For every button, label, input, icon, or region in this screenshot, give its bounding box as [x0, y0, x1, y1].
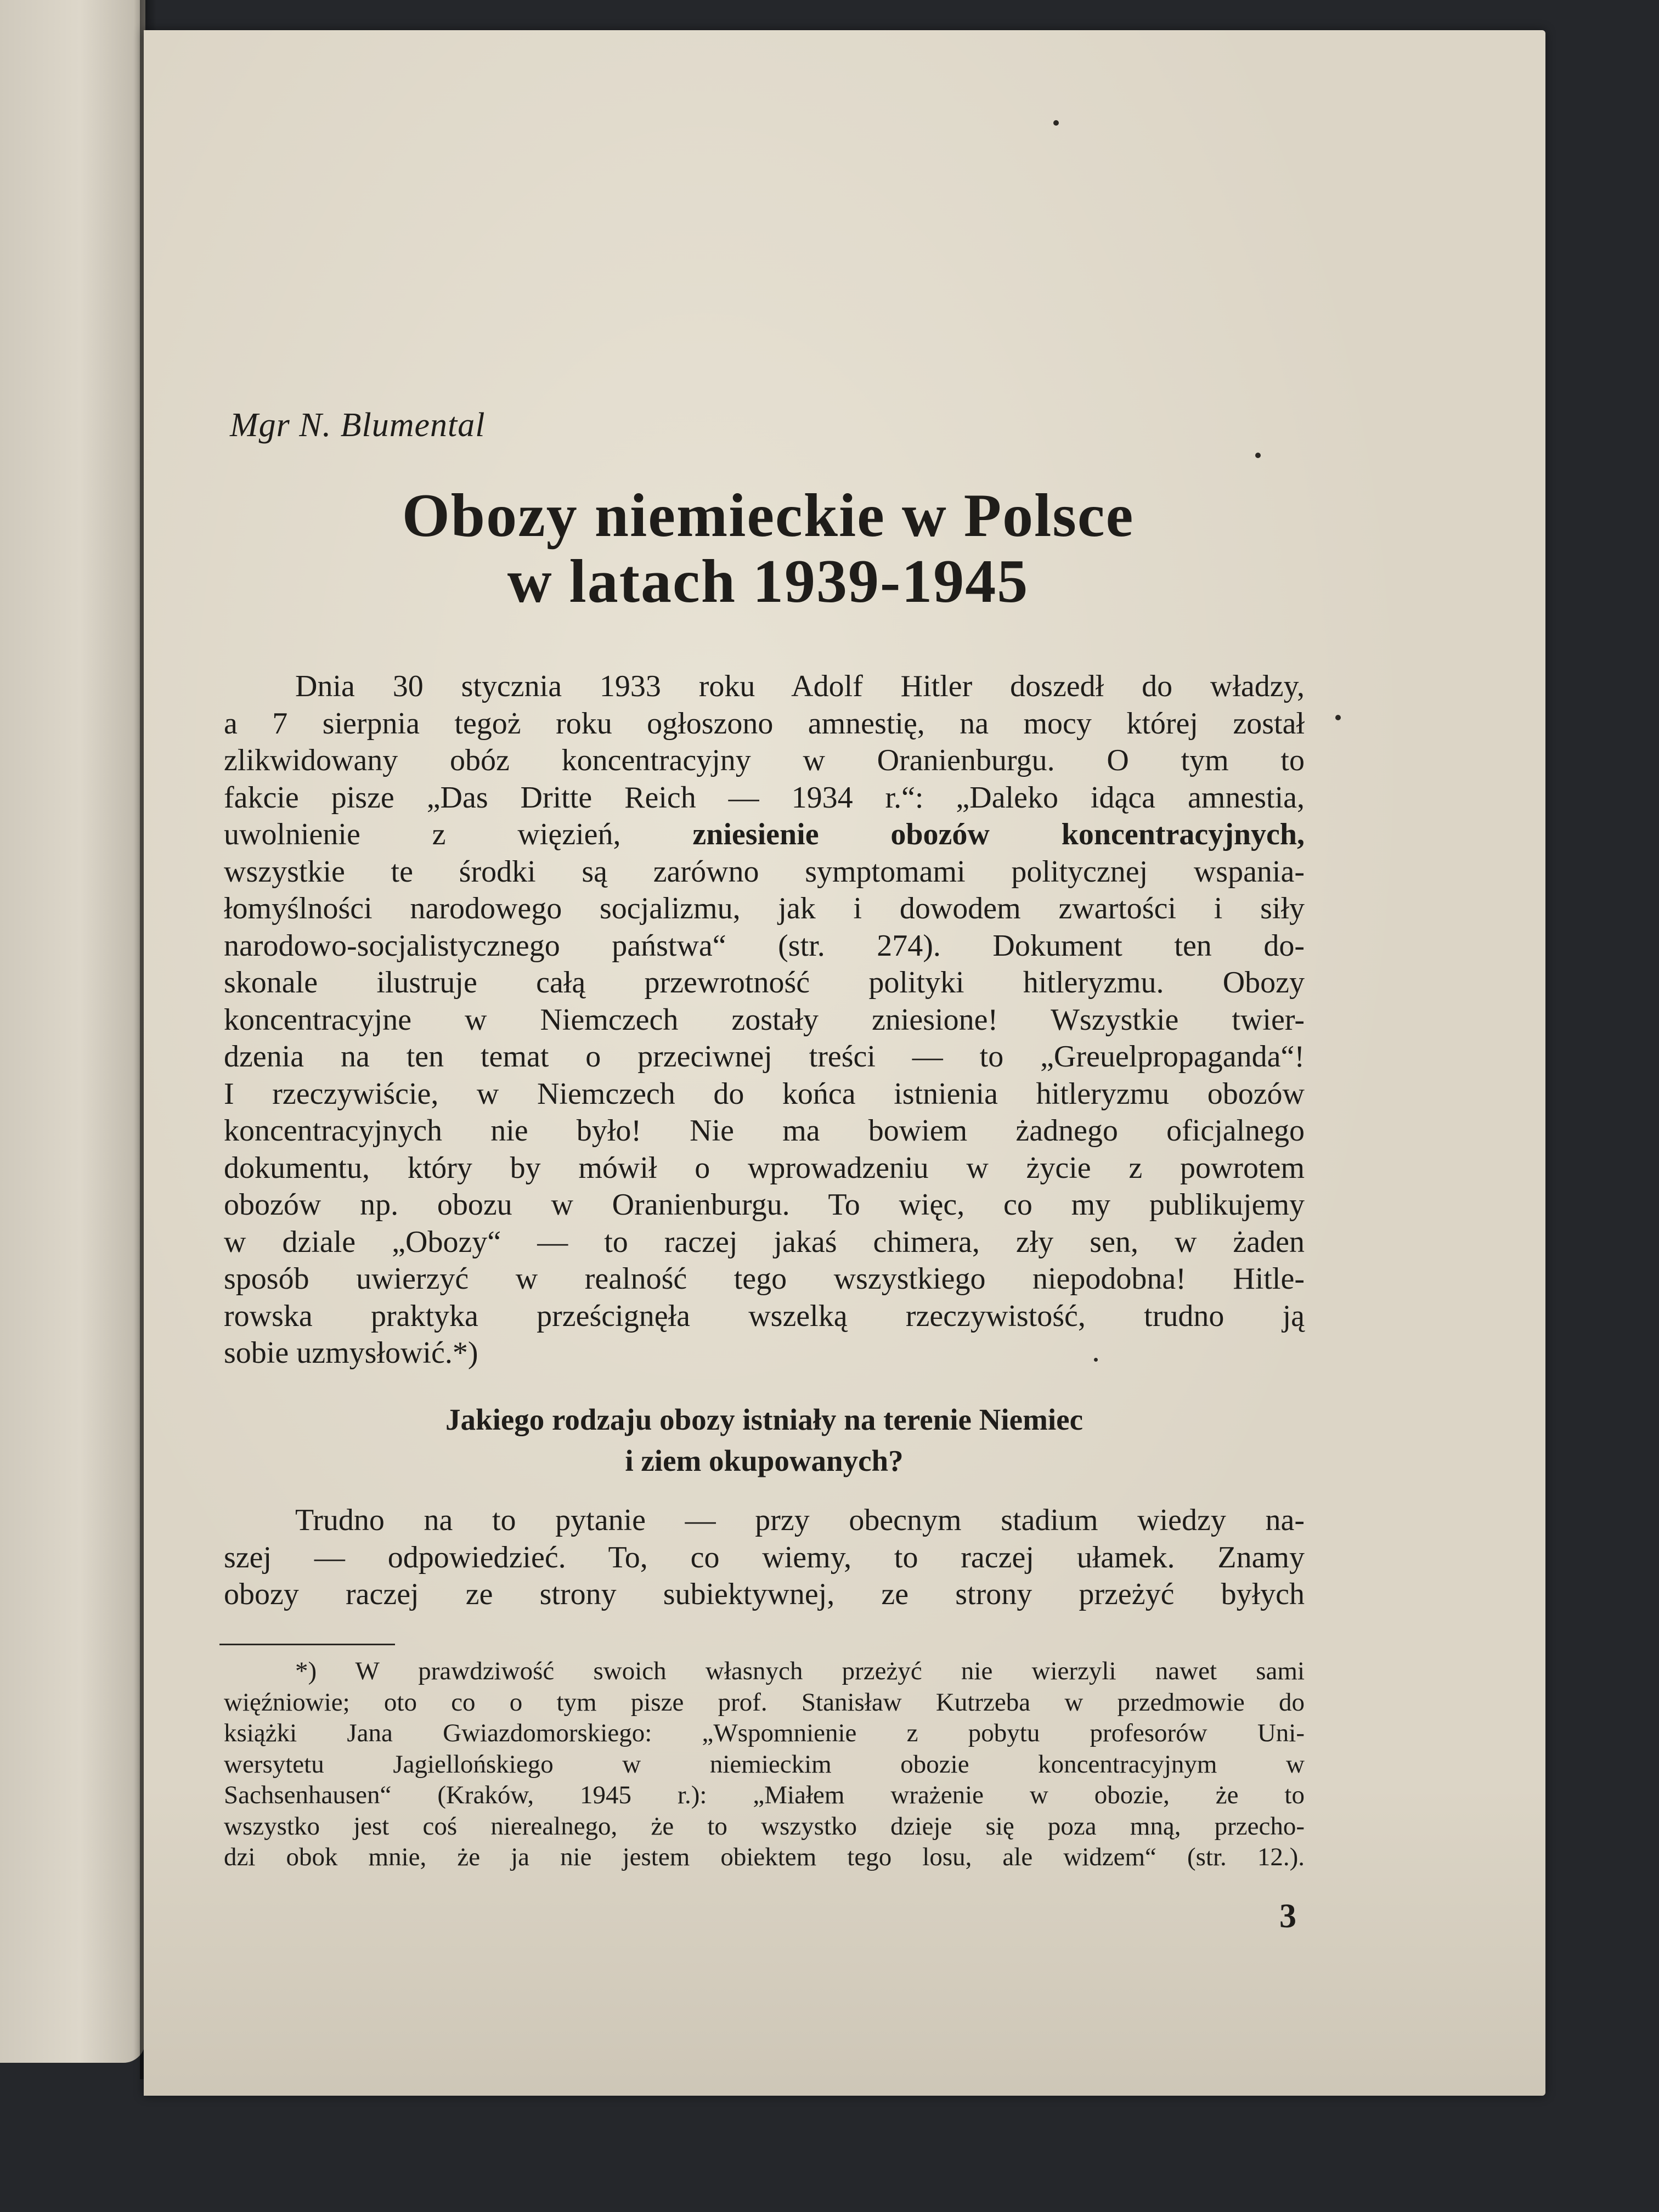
- footnote: [224, 1656, 1305, 1873]
- title-line-1: Obozy niemieckie w Polsce: [402, 482, 1135, 550]
- text-line: narodowo-socjalistycznego państwa“ (str. 274). Dokument ten do-: [224, 928, 1305, 963]
- footnote-line: wszystko jest coś nierealnego, że to wszystko dzieje się poza mną, przecho-: [224, 1812, 1305, 1841]
- footnote-line: *) W prawdziwość swoich własnych przeżyć nie wierzyli nawet sami: [295, 1657, 1305, 1685]
- text-line: Trudno na to pytanie — przy obecnym stadium wiedzy na-: [295, 1503, 1305, 1537]
- text-line: obozy raczej ze strony subiektywnej, ze strony przeżyć byłych: [224, 1577, 1305, 1611]
- footnote-separator: [219, 1644, 395, 1645]
- paragraph-2: [224, 1502, 1305, 1613]
- text-line: sposób uwierzyć w realność tego wszystkiego niepodobna! Hitle-: [224, 1262, 1305, 1296]
- section-heading-line-1: Jakiego rodzaju obozy istniały na terenie Niemiec: [445, 1403, 1083, 1436]
- text-line: fakcie pisze „Das Dritte Reich — 1934 r.“: „Daleko idąca amnestia,: [224, 780, 1305, 815]
- paper-speck: [1255, 453, 1261, 458]
- text-line: obozów np. obozu w Oranienburgu. To więc, co my publikujemy: [224, 1188, 1305, 1222]
- text-line: koncentracyjnych nie było! Nie ma bowiem żadnego oficjalnego: [224, 1114, 1305, 1148]
- text-line: wszystkie te środki są zarówno symptomami politycznej wspania-: [224, 854, 1305, 889]
- page-number: 3: [1279, 1898, 1296, 1935]
- facing-page-edge: [0, 0, 145, 2063]
- text-line: a 7 sierpnia tegoż roku ogłoszono amnestię, na mocy której został: [224, 706, 1305, 741]
- section-heading-line-2: i ziem okupowanych?: [625, 1444, 904, 1477]
- text-line: łomyślności narodowego socjalizmu, jak i dowodem zwartości i siły: [224, 891, 1305, 926]
- footnote-line: książki Jana Gwiazdomorskiego: „Wspomnienie z pobytu profesorów Uni-: [224, 1719, 1305, 1747]
- text-line: zlikwidowany obóz koncentracyjny w Oranienburgu. O tym to: [224, 743, 1305, 777]
- text-line: dzenia na ten temat o przeciwnej treści — to „Greuelpropaganda“!: [224, 1040, 1305, 1074]
- text-run: uwolnienie z więzień,: [224, 817, 621, 851]
- paper-speck: [1335, 715, 1341, 720]
- text-line: sobie uzmysłowić.*): [224, 1336, 478, 1370]
- text-line: w dziale „Obozy“ — to raczej jakaś chimera, zły sen, w żaden: [224, 1224, 1305, 1259]
- footnote-line: Sachsenhausen“ (Kraków, 1945 r.): „Miałem wrażenie w obozie, że to: [224, 1781, 1305, 1809]
- article-title: [219, 483, 1317, 614]
- text-line-with-emphasis: [224, 816, 1305, 854]
- footnote-line: więźniowie; oto co o tym pisze prof. Stanisław Kutrzeba w przedmowie do: [224, 1688, 1305, 1717]
- title-line-2: w latach 1939-1945: [507, 548, 1029, 616]
- text-line: rowska praktyka prześcignęła wszelką rzeczywistość, trudno ją: [224, 1299, 1305, 1333]
- text-line: dokumentu, który by mówił o wprowadzeniu w życie z powrotem: [224, 1150, 1305, 1185]
- author-byline: Mgr N. Blumental: [230, 407, 486, 444]
- text-line: Dnia 30 stycznia 1933 roku Adolf Hitler doszedł do władzy,: [295, 669, 1305, 703]
- text-line: koncentracyjne w Niemczech zostały zniesione! Wszystkie twier-: [224, 1002, 1305, 1037]
- footnote-line: dzi obok mnie, że ja nie jestem obiektem tego losu, ale widzem“ (str. 12.).: [224, 1843, 1305, 1871]
- section-heading: [224, 1399, 1305, 1481]
- text-line: szej — odpowiedzieć. To, co wiemy, to raczej ułamek. Znamy: [224, 1540, 1305, 1575]
- paper-speck: [1053, 120, 1059, 126]
- paragraph-1: [224, 668, 1305, 1372]
- emphasized-text: zniesienie obozów koncentracyjnych,: [692, 817, 1305, 851]
- footnote-line: wersytetu Jagiellońskiego w niemieckim obozie koncentracyjnym w: [224, 1750, 1305, 1779]
- text-line: I rzeczywiście, w Niemczech do końca istnienia hitleryzmu obozów: [224, 1076, 1305, 1111]
- text-line: skonale ilustruje całą przewrotność polityki hitleryzmu. Obozy: [224, 966, 1305, 1000]
